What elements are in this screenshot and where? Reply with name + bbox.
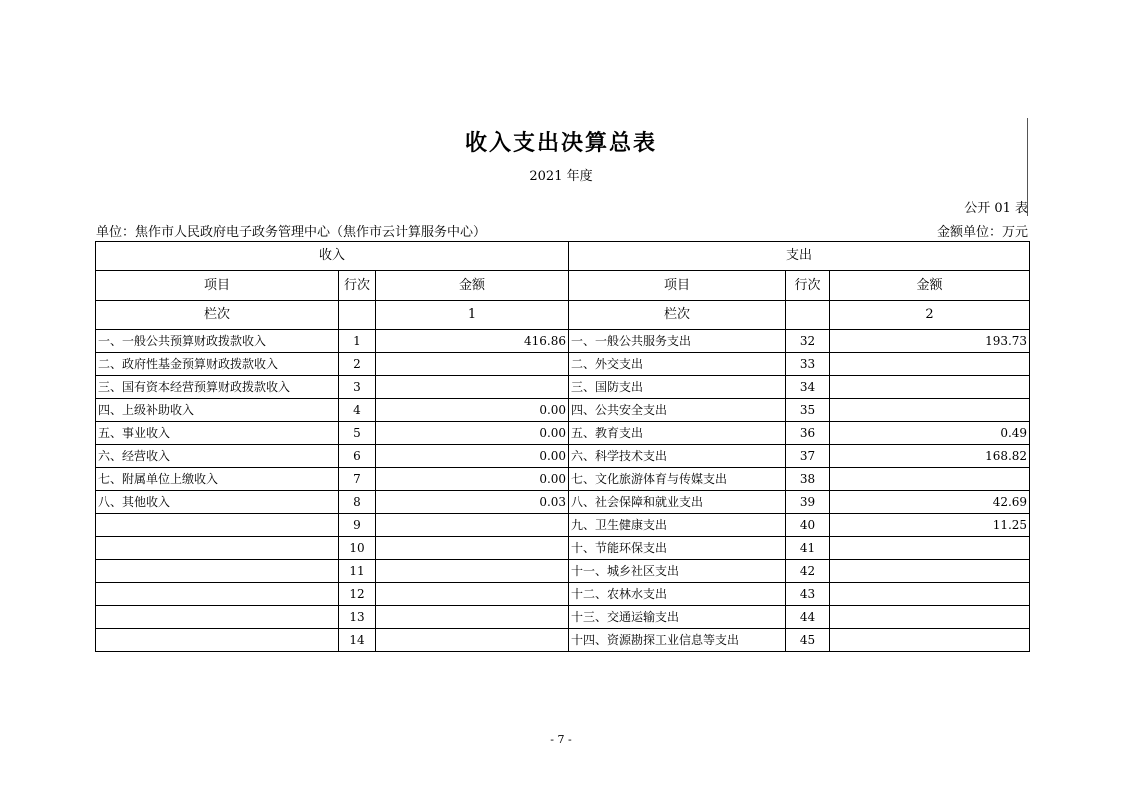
table-row [96,468,1030,491]
income-column-label: 栏次 [96,301,339,330]
income-amount-header: 金额 [376,271,569,301]
expense-item: 四、公共安全支出 [569,399,786,422]
income-amount: 0.00 [376,468,569,491]
table-row [96,445,1030,468]
income-amount [376,514,569,537]
income-amount: 0.00 [376,422,569,445]
income-item [96,583,339,606]
income-item [96,560,339,583]
expense-line: 34 [786,376,830,399]
income-item: 五、事业收入 [96,422,339,445]
expense-item-header: 项目 [569,271,786,301]
table-row [96,537,1030,560]
expense-amount [830,468,1030,491]
expense-line: 41 [786,537,830,560]
income-item [96,629,339,652]
table-row [96,491,1030,514]
fiscal-year: 2021 年度 [529,169,593,184]
income-section-header: 收入 [96,242,569,271]
income-item: 一、一般公共预算财政拨款收入 [96,330,339,353]
income-item [96,606,339,629]
expense-amount [830,629,1030,652]
expense-amount [830,560,1030,583]
income-amount: 0.03 [376,491,569,514]
income-amount [376,583,569,606]
table-row [96,422,1030,445]
table-row [96,376,1030,399]
income-item [96,514,339,537]
expense-amount: 0.49 [830,422,1030,445]
income-item: 二、政府性基金预算财政拨款收入 [96,353,339,376]
expense-line: 45 [786,629,830,652]
expense-column-number: 2 [830,301,1030,330]
income-line: 6 [339,445,376,468]
expense-amount [830,376,1030,399]
expense-item: 十、节能环保支出 [569,537,786,560]
expense-item: 六、科学技术支出 [569,445,786,468]
income-column-number: 1 [376,301,569,330]
expense-line: 37 [786,445,830,468]
income-item [96,537,339,560]
expense-column-label: 栏次 [569,301,786,330]
income-item: 七、附属单位上缴收入 [96,468,339,491]
income-amount: 0.00 [376,399,569,422]
income-line: 2 [339,353,376,376]
income-line: 1 [339,330,376,353]
expense-line: 40 [786,514,830,537]
expense-amount [830,583,1030,606]
income-line: 9 [339,514,376,537]
income-line: 10 [339,537,376,560]
income-line: 8 [339,491,376,514]
income-line: 7 [339,468,376,491]
income-line: 11 [339,560,376,583]
expense-item: 十三、交通运输支出 [569,606,786,629]
page-title: 收入支出决算总表 [464,131,657,156]
income-item: 四、上级补助收入 [96,399,339,422]
expense-amount [830,399,1030,422]
expense-amount: 42.69 [830,491,1030,514]
expense-amount [830,606,1030,629]
expense-line: 44 [786,606,830,629]
expense-amount-header: 金额 [830,271,1030,301]
table-row [96,330,1030,353]
expense-amount: 168.82 [830,445,1030,468]
expense-amount: 11.25 [830,514,1030,537]
expense-line: 35 [786,399,830,422]
expense-amount: 193.73 [830,330,1030,353]
table-row [96,399,1030,422]
table-row [96,560,1030,583]
income-expense-table [95,241,1030,652]
income-line: 4 [339,399,376,422]
income-amount [376,560,569,583]
income-line-blank [339,301,376,330]
expense-item: 三、国防支出 [569,376,786,399]
expense-line: 36 [786,422,830,445]
income-amount [376,606,569,629]
expense-item: 五、教育支出 [569,422,786,445]
income-line: 12 [339,583,376,606]
income-item: 六、经营收入 [96,445,339,468]
expense-line: 39 [786,491,830,514]
table-row [96,353,1030,376]
expense-line: 38 [786,468,830,491]
expense-section-header: 支出 [569,242,1030,271]
income-line: 13 [339,606,376,629]
income-item: 三、国有资本经营预算财政拨款收入 [96,376,339,399]
table-code: 公开 01 表 [964,201,1028,216]
table-row [96,583,1030,606]
table-row [96,629,1030,652]
income-item-header: 项目 [96,271,339,301]
expense-line: 43 [786,583,830,606]
income-amount: 0.00 [376,445,569,468]
expense-line: 42 [786,560,830,583]
income-amount [376,537,569,560]
expense-item: 一、一般公共服务支出 [569,330,786,353]
income-amount [376,353,569,376]
table-row [96,514,1030,537]
expense-line: 33 [786,353,830,376]
column-header-row [96,271,1030,301]
expense-amount [830,353,1030,376]
expense-item: 七、文化旅游体育与传媒支出 [569,468,786,491]
expense-item: 十一、城乡社区支出 [569,560,786,583]
expense-amount [830,537,1030,560]
income-line: 5 [339,422,376,445]
expense-item: 九、卫生健康支出 [569,514,786,537]
income-amount [376,376,569,399]
income-item: 八、其他收入 [96,491,339,514]
expense-line-header: 行次 [786,271,830,301]
expense-item: 十二、农林水支出 [569,583,786,606]
expense-item: 八、社会保障和就业支出 [569,491,786,514]
column-number-row [96,301,1030,330]
income-amount: 416.86 [376,330,569,353]
income-line-header: 行次 [339,271,376,301]
income-line: 3 [339,376,376,399]
section-header-row [96,242,1030,271]
expense-item: 十四、资源勘探工业信息等支出 [569,629,786,652]
amount-unit: 金额单位：万元 [936,225,1028,240]
reporting-unit: 单位：焦作市人民政府电子政务管理中心（焦作市云计算服务中心） [96,225,487,240]
table-row [96,606,1030,629]
page-number: - 7 - [550,733,572,746]
income-line: 14 [339,629,376,652]
expense-line: 32 [786,330,830,353]
income-amount [376,629,569,652]
expense-item: 二、外交支出 [569,353,786,376]
expense-line-blank [786,301,830,330]
